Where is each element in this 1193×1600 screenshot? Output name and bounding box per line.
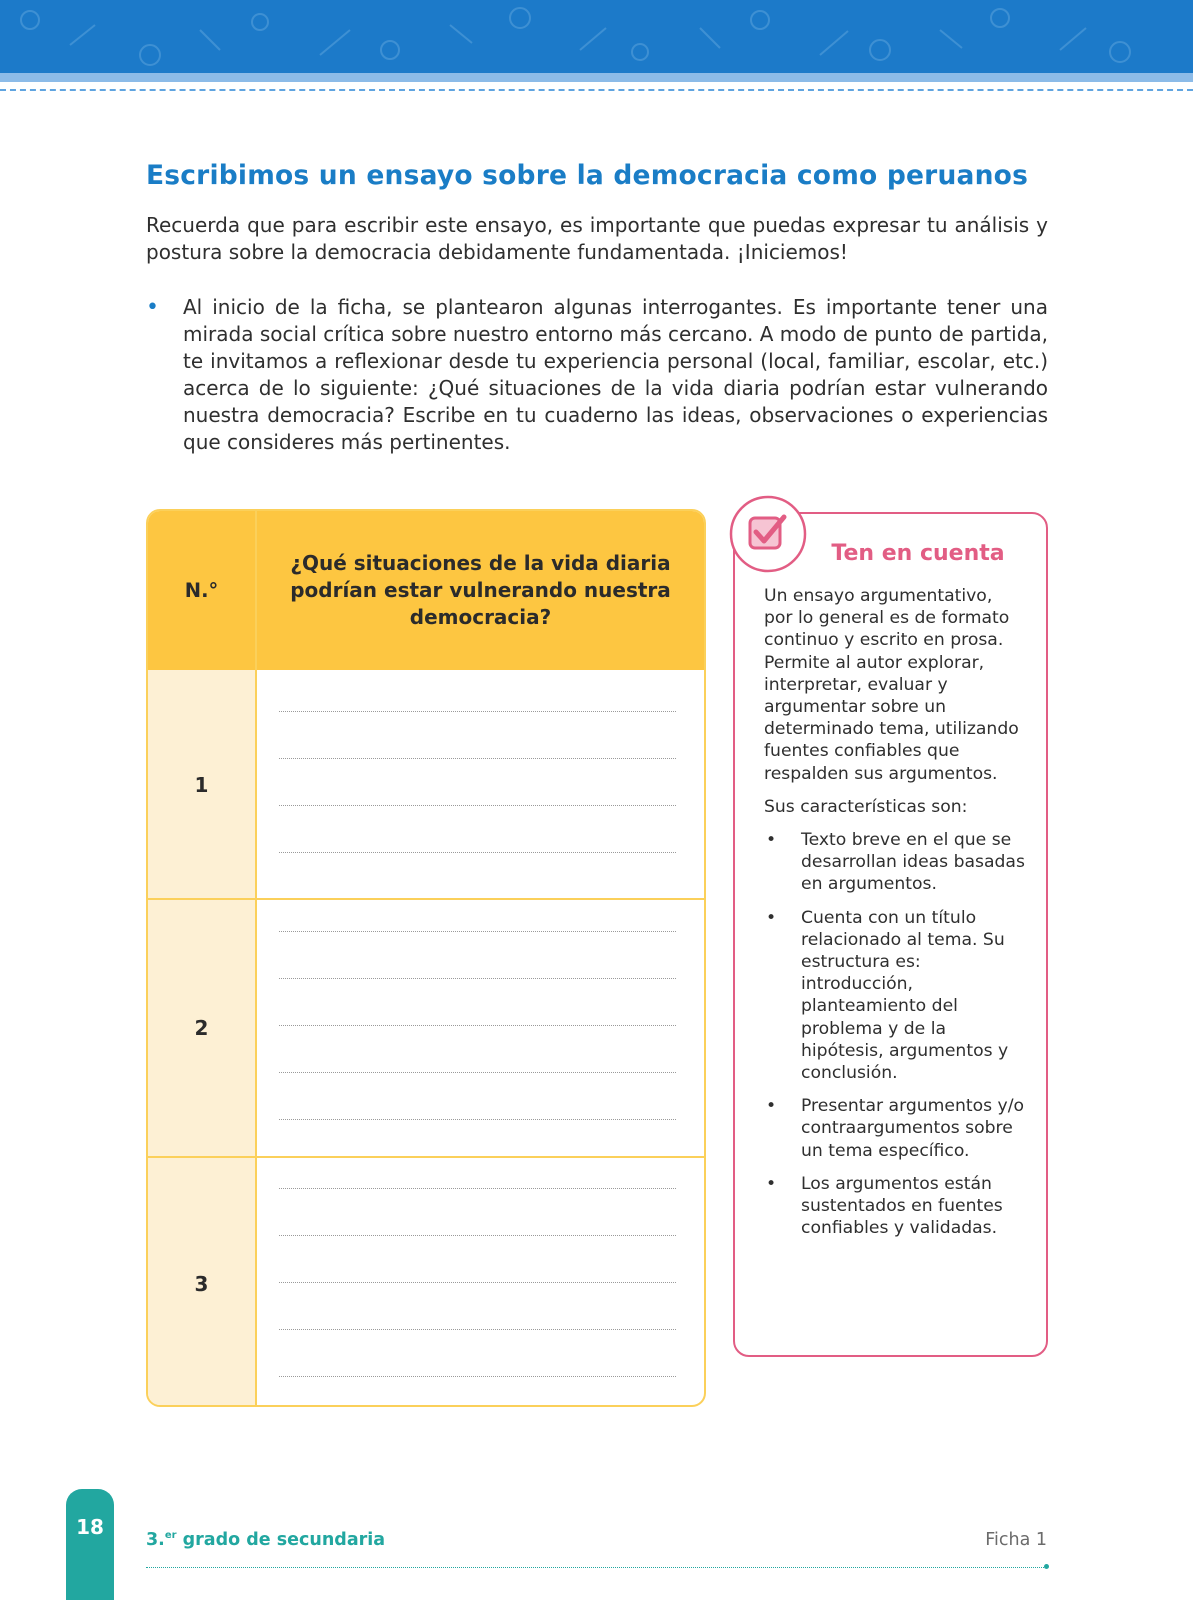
page-number: 18 bbox=[76, 1515, 104, 1539]
checkbox-icon bbox=[728, 494, 808, 574]
writing-line[interactable] bbox=[279, 1119, 676, 1120]
grade-superscript: er bbox=[164, 1530, 177, 1542]
tip-content bbox=[764, 585, 1026, 1250]
bullet-icon: • bbox=[766, 830, 777, 851]
bullet-icon: • bbox=[766, 1096, 777, 1117]
row-number-3: 3 bbox=[194, 1272, 209, 1296]
intro-paragraph: Recuerda que para escribir este ensayo, es importante que puedas expresar tu análisis y postura sobre la democracia debidamente fundamentada. ¡Iniciemos! bbox=[146, 213, 1048, 264]
page-number-tab bbox=[66, 1489, 114, 1600]
footer-divider bbox=[146, 1567, 1046, 1568]
writing-line[interactable] bbox=[279, 1329, 676, 1330]
row-number-1: 1 bbox=[194, 773, 209, 797]
header-number: N.° bbox=[184, 579, 219, 602]
footer-dot bbox=[1044, 1564, 1049, 1569]
row-separator bbox=[148, 1156, 704, 1158]
writing-line[interactable] bbox=[279, 1188, 676, 1189]
header-banner bbox=[0, 0, 1193, 73]
writing-line[interactable] bbox=[279, 805, 676, 806]
list-item bbox=[764, 907, 1026, 1085]
instruction-text: Al inicio de la ficha, se plantearon algunas interrogantes. Es importante tener una mirada social crítica sobre nuestro entorno más cercano. A modo de punto de partida, te invitamos a reflexionar desde tu experiencia personal (local, familiar, escolar, etc.) acerca de lo siguiente: ¿Qué situaciones de la vida diaria podrían estar vulnerando nuestra democracia? Escribe en tu cuaderno las ideas, observaciones o experiencias que consideres más pertinentes. bbox=[183, 295, 1048, 454]
situations-table bbox=[146, 509, 706, 1407]
list-item bbox=[764, 1095, 1026, 1162]
list-item-text: Los argumentos están sustentados en fuentes confiables y validadas. bbox=[801, 1173, 1003, 1239]
characteristics-list bbox=[764, 829, 1026, 1239]
tip-title: Ten en cuenta bbox=[831, 541, 1005, 566]
grade-label bbox=[146, 1530, 385, 1550]
list-item-text: Cuenta con un título relacionado al tema. Su estructura es: introducción, planteamiento del problema y de la hipótesis, argumentos y conclusión. bbox=[801, 907, 1009, 1084]
writing-line[interactable] bbox=[279, 1376, 676, 1377]
banner-pattern bbox=[0, 0, 1193, 73]
writing-line[interactable] bbox=[279, 1025, 676, 1026]
banner-dashed-line bbox=[0, 89, 1193, 91]
writing-line[interactable] bbox=[279, 978, 676, 979]
writing-line[interactable] bbox=[279, 1282, 676, 1283]
writing-line[interactable] bbox=[279, 711, 676, 712]
bullet-icon: • bbox=[766, 907, 777, 928]
writing-line[interactable] bbox=[279, 1235, 676, 1236]
tip-subheading: Sus características son: bbox=[764, 796, 968, 817]
instruction-item bbox=[146, 294, 1048, 456]
list-item-text: Texto breve en el que se desarrollan ideas basadas en argumentos. bbox=[801, 830, 1025, 895]
writing-line[interactable] bbox=[279, 931, 676, 932]
row-number-2: 2 bbox=[194, 1016, 209, 1040]
writing-line[interactable] bbox=[279, 852, 676, 853]
list-item bbox=[764, 829, 1026, 896]
grade-suffix: grado de secundaria bbox=[176, 1530, 386, 1550]
header-question: ¿Qué situaciones de la vida diaria podrían estar vulnerando nuestra democracia? bbox=[290, 551, 671, 629]
tip-paragraph: Un ensayo argumentativo, por lo general es de formato continuo y escrito en prosa. Permite al autor explorar, interpretar, evaluar y argumentar sobre un determinado tema, utilizando fuentes confiables que respalden sus argumentos. bbox=[764, 586, 1019, 784]
page-title: Escribimos un ensayo sobre la democracia como peruanos bbox=[146, 160, 1029, 191]
grade-prefix: 3. bbox=[146, 1530, 165, 1550]
writing-line[interactable] bbox=[279, 1072, 676, 1073]
bullet-icon: • bbox=[766, 1173, 777, 1194]
writing-line[interactable] bbox=[279, 758, 676, 759]
bullet-icon: • bbox=[146, 295, 159, 320]
banner-strip bbox=[0, 73, 1193, 82]
row-separator bbox=[148, 898, 704, 900]
list-item-text: Presentar argumentos y/o contraargumentos sobre un tema específico. bbox=[801, 1096, 1025, 1161]
list-item bbox=[764, 1173, 1026, 1240]
sheet-label: Ficha 1 bbox=[985, 1530, 1047, 1550]
